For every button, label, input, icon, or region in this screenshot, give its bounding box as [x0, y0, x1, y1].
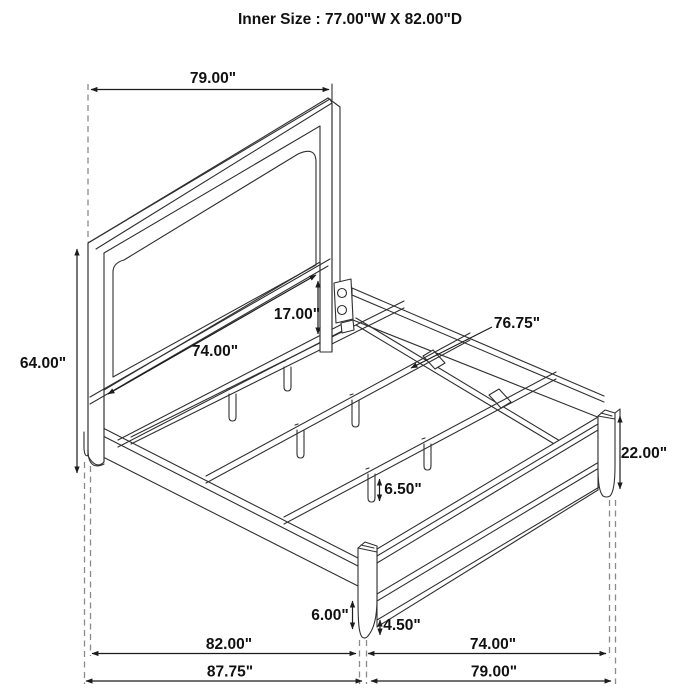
- inner-size-title: Inner Size : 77.00"W X 82.00"D: [237, 11, 463, 28]
- dim-label-inner-depth: 82.00": [205, 636, 253, 653]
- footboard: [358, 409, 620, 638]
- dim-label-headboard-width: 79.00": [189, 70, 237, 87]
- headboard: [84, 98, 340, 466]
- dim-label-inner-width: 74.00": [469, 636, 517, 653]
- rail-bracket: [334, 279, 354, 333]
- near-side-rail: [103, 428, 358, 586]
- dim-label-overall-depth: 87.75": [206, 663, 254, 681]
- dim-label-panel-drop: 17.00": [273, 306, 321, 323]
- dim-label-footboard-height: 22.00": [620, 445, 668, 462]
- dim-label-headboard-height: 64.00": [19, 355, 67, 372]
- dim-label-overall-width: 79.00": [470, 663, 518, 681]
- dim-label-headboard-inner-width: 74.00": [191, 343, 239, 360]
- dim-label-slat-length: 76.75": [493, 315, 541, 332]
- dim-label-rail-clearance: 6.00": [311, 607, 349, 624]
- extension-lines: [85, 84, 616, 684]
- dim-label-foot-clearance: 4.50": [383, 617, 421, 634]
- bed-frame-drawing: [84, 98, 620, 638]
- dim-label-slat-leg-height: 6.50": [384, 481, 422, 498]
